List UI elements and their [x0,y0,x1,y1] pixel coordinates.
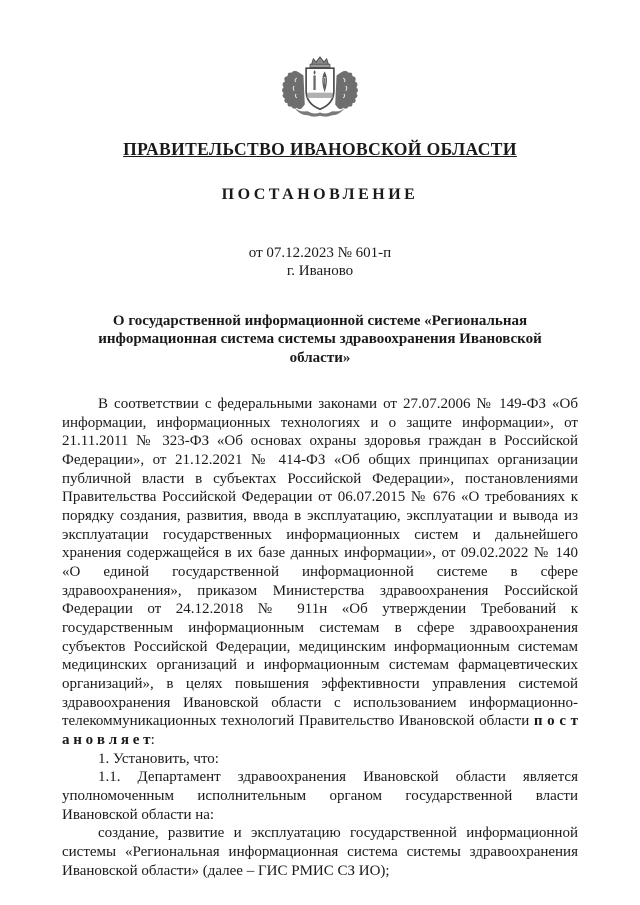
document-type-heading: ПОСТАНОВЛЕНИЕ [221,186,419,203]
item-1: 1. Установить, что: [98,750,219,767]
organization-title: ПРАВИТЕЛЬСТВО ИВАНОВСКОЙ ОБЛАСТИ [123,139,517,159]
intro-text: В соответствии с федеральными законами от 27.07.2006 № 149-ФЗ «Об информации, информационных технологиях и о защите информации», от 21.11.2011 № 323-ФЗ «Об основах охраны здоровья граждан в Российской Федерации», от 21.12.2021 № 414-ФЗ «Об общих принципах организации публичной власти в субъектах Российской Федерации», постановлениями Правительства Российской Федерации от 06.07.2015 № 676 «О требованиях к порядку создания, развития, ввода в эксплуатацию, эксплуатации и вывода из эксплуатации государственных информационных систем и дальнейшего хранения содержащейся в их базе данных информации», от 09.02.2022 № 140 «О единой государственной информационной системе в сфере здравоохранения», приказом Министерства здравоохранения Российской Федерации от 24.12.2018 № 911н «Об утверждении Требований к государственным информационным системам в сфере здравоохранения субъектов Российской Федерации, медицинским информационным системам медицинских организаций и информационным системам фармацевтических организаций», в целях повышения эффективности управления системой здравоохранения Ивановской области с использованием информационно-телекоммуникационных технологий Правительство Ивановской области [62,395,578,730]
resolves-keyword: п о с т а н о в л я е т [62,713,578,748]
intro-paragraph [62,395,578,750]
date-number-line: от 07.12.2023 № 601-п [248,245,392,261]
document-body [62,395,578,880]
item-1-1-sub: создание, развитие и эксплуатацию государственной информационной системы «Региональная информационная система системы здравоохранения Ивановской области» (далее – ГИС РМИС СЗ ИО); [62,825,578,879]
coat-of-arms-icon [277,55,363,125]
coat-of-arms [62,55,578,125]
resolves-colon: : [150,731,155,748]
document-subject: О государственной информационной системе «Региональная информационная система системы здравоохранения Ивановской области» [98,313,542,366]
item-1-1: 1.1. Департамент здравоохранения Ивановской области является уполномоченным исполнительным органом государственной власти Ивановской области на: [62,769,578,823]
city-line: г. Иваново [286,263,354,279]
date-place-block [62,244,578,280]
